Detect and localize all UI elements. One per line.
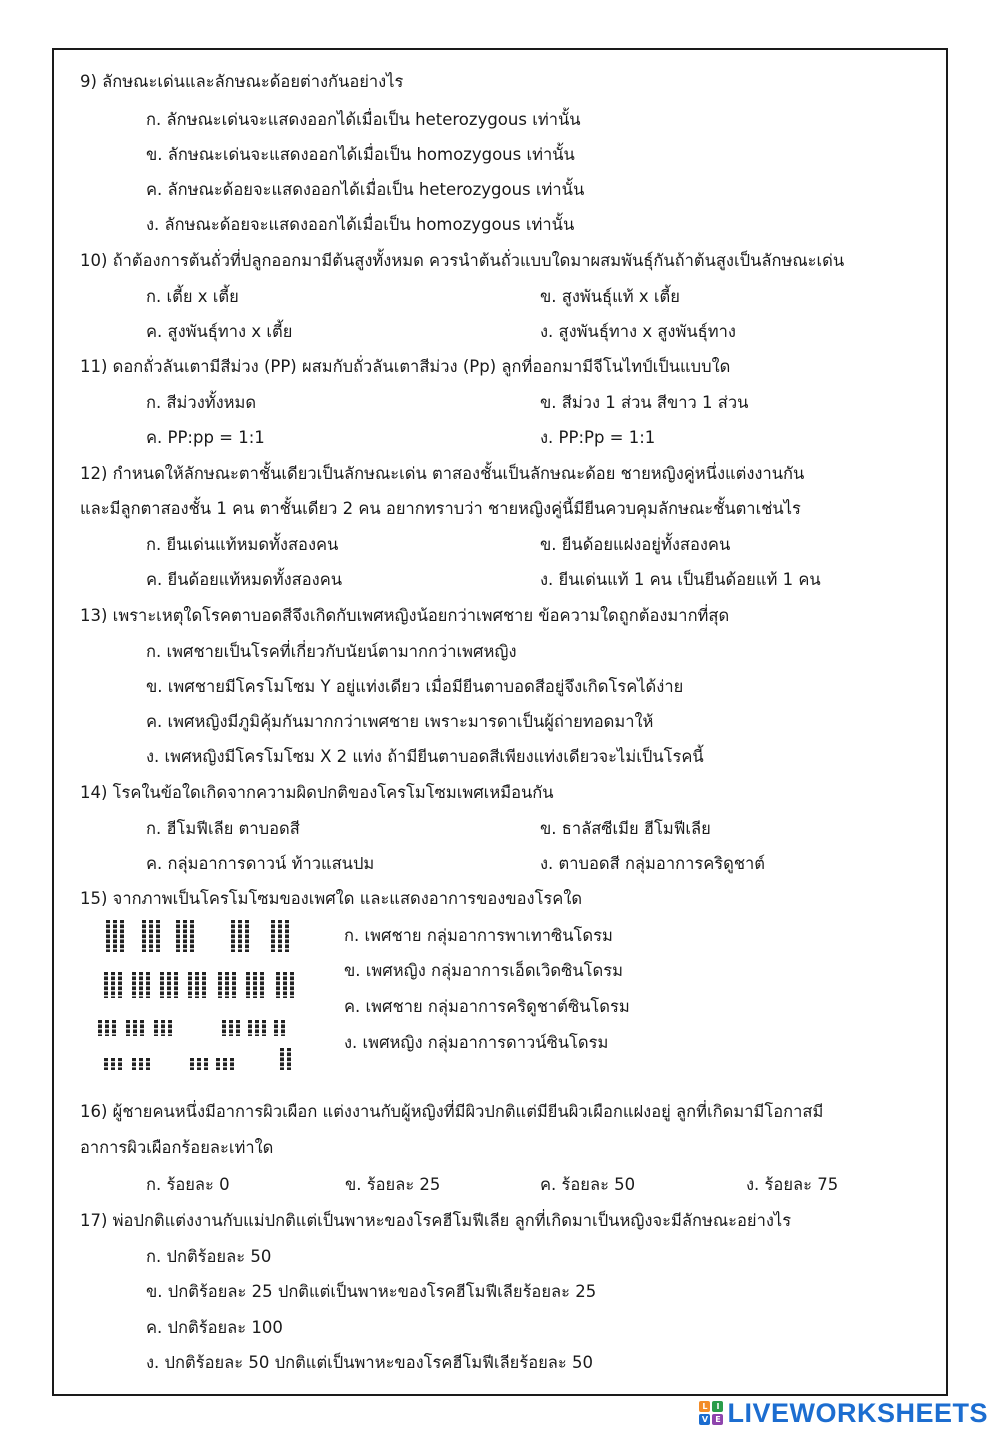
question-14: 14) โรคในข้อใดเกิดจากความผิดปกติของโครโมโซมเพศเหมือนกัน <box>80 783 554 802</box>
q12-option-d[interactable]: ง. ยีนเด่นแท้ 1 คน เป็นยีนด้อยแท้ 1 คน <box>540 570 821 589</box>
q16-option-b[interactable]: ข. ร้อยละ 25 <box>345 1175 441 1194</box>
q9-option-b[interactable]: ข. ลักษณะเด่นจะแสดงออกได้เมื่อเป็น homozygous เท่านั้น <box>146 145 575 164</box>
question-17: 17) พ่อปกติแต่งงานกับแม่ปกติแต่เป็นพาหะของโรคฮีโมฟีเลีย ลูกที่เกิดมาเป็นหญิงจะมีลักษณะอย่างไร <box>80 1211 792 1230</box>
liveworksheets-logo[interactable] <box>699 1396 988 1430</box>
q14-option-c[interactable]: ค. กลุ่มอาการดาวน์ ท้าวแสนปม <box>146 854 375 873</box>
q10-option-b[interactable]: ข. สูงพันธุ์แท้ x เตี้ย <box>540 287 680 306</box>
q13-option-d[interactable]: ง. เพศหญิงมีโครโมโซม X 2 แท่ง ถ้ามียีนตาบอดสีเพียงแท่งเดียวจะไม่เป็นโรคนี้ <box>146 747 704 766</box>
question-12-continued: และมีลูกตาสองชั้น 1 คน ตาชั้นเดียว 2 คน อยากทราบว่า ชายหญิงคู่นี้มียีนควบคุมลักษณะชั้นตาเช่นไร <box>80 499 801 518</box>
q17-option-b[interactable]: ข. ปกติร้อยละ 25 ปกติแต่เป็นพาหะของโรคฮีโมฟีเลียร้อยละ 25 <box>146 1282 597 1301</box>
q12-option-b[interactable]: ข. ยีนด้อยแฝงอยู่ทั้งสองคน <box>540 535 731 554</box>
logo-mark-icon <box>699 1401 723 1425</box>
q12-option-c[interactable]: ค. ยีนด้อยแท้หมดทั้งสองคน <box>146 570 343 589</box>
q16-option-d[interactable]: ง. ร้อยละ 75 <box>746 1175 839 1194</box>
q13-option-a[interactable]: ก. เพศชายเป็นโรคที่เกี่ยวกับนัยน์ตามากกว่าเพศหญิง <box>146 642 517 661</box>
q14-option-d[interactable]: ง. ตาบอดสี กลุ่มอาการคริดูชาต์ <box>540 854 766 873</box>
q13-option-c[interactable]: ค. เพศหญิงมีภูมิคุ้มกันมากกว่าเพศชาย เพราะมารดาเป็นผู้ถ่ายทอดมาให้ <box>146 712 654 731</box>
q10-option-a[interactable]: ก. เตี้ย x เตี้ย <box>146 287 239 306</box>
q11-option-b[interactable]: ข. สีม่วง 1 ส่วน สีขาว 1 ส่วน <box>540 393 749 412</box>
q11-option-d[interactable]: ง. PP:Pp = 1:1 <box>540 428 656 447</box>
question-11: 11) ดอกถั่วลันเตามีสีม่วง (PP) ผสมกับถั่วลันเตาสีม่วง (Pp) ลูกที่ออกมามีจีโนไทป์เป็นแบบใด <box>80 357 731 376</box>
q13-option-b[interactable]: ข. เพศชายมีโครโมโซม Y อยู่แท่งเดียว เมื่อมียีนตาบอดสีอยู่จึงเกิดโรคได้ง่าย <box>146 677 684 696</box>
q17-option-a[interactable]: ก. ปกติร้อยละ 50 <box>146 1247 272 1266</box>
karyotype-image <box>96 916 312 1086</box>
q14-option-b[interactable]: ข. ธาลัสซีเมีย ฮีโมฟีเลีย <box>540 819 711 838</box>
brand-name: LIVEWORKSHEETS <box>727 1397 988 1428</box>
question-12: 12) กำหนดให้ลักษณะตาชั้นเดียวเป็นลักษณะเด่น ตาสองชั้นเป็นลักษณะด้อย ชายหญิงคู่หนึ่งแต่งงานกัน <box>80 464 805 483</box>
q17-option-d[interactable]: ง. ปกติร้อยละ 50 ปกติแต่เป็นพาหะของโรคฮีโมฟีเลียร้อยละ 50 <box>146 1353 593 1372</box>
question-9: 9) ลักษณะเด่นและลักษณะด้อยต่างกันอย่างไร <box>80 72 404 91</box>
q9-option-a[interactable]: ก. ลักษณะเด่นจะแสดงออกได้เมื่อเป็น heterozygous เท่านั้น <box>146 110 581 129</box>
question-13: 13) เพราะเหตุใดโรคตาบอดสีจึงเกิดกับเพศหญิงน้อยกว่าเพศชาย ข้อความใดถูกต้องมากที่สุด <box>80 606 730 625</box>
logo-letter-v: V <box>699 1414 710 1425</box>
logo-letter-e: E <box>712 1414 723 1425</box>
q15-option-c[interactable]: ค. เพศชาย กลุ่มอาการคริดูชาต์ซินโดรม <box>344 997 630 1016</box>
question-15: 15) จากภาพเป็นโครโมโซมของเพศใด และแสดงอาการของของโรคใด <box>80 889 583 908</box>
q16-option-a[interactable]: ก. ร้อยละ 0 <box>146 1175 230 1194</box>
question-16-continued: อาการผิวเผือกร้อยละเท่าใด <box>80 1138 274 1157</box>
question-16: 16) ผู้ชายคนหนึ่งมีอาการผิวเผือก แต่งงานกับผู้หญิงที่มีผิวปกติแต่มียีนผิวเผือกแฝงอยู่ ลูกที่เกิดมามีโอกาสมี <box>80 1102 824 1121</box>
q12-option-a[interactable]: ก. ยีนเด่นแท้หมดทั้งสองคน <box>146 535 339 554</box>
q9-option-d[interactable]: ง. ลักษณะด้อยจะแสดงออกได้เมื่อเป็น homozygous เท่านั้น <box>146 215 575 234</box>
q14-option-a[interactable]: ก. ฮีโมฟีเลีย ตาบอดสี <box>146 819 300 838</box>
q16-option-c[interactable]: ค. ร้อยละ 50 <box>540 1175 636 1194</box>
q15-option-d[interactable]: ง. เพศหญิง กลุ่มอาการดาวน์ซินโดรม <box>344 1033 609 1052</box>
q17-option-c[interactable]: ค. ปกติร้อยละ 100 <box>146 1318 283 1337</box>
logo-letter-l: L <box>699 1401 710 1412</box>
q10-option-d[interactable]: ง. สูงพันธุ์ทาง x สูงพันธุ์ทาง <box>540 322 736 341</box>
q15-option-b[interactable]: ข. เพศหญิง กลุ่มอาการเอ็ดเวิดซินโดรม <box>344 961 623 980</box>
q15-option-a[interactable]: ก. เพศชาย กลุ่มอาการพาเทาซินโดรม <box>344 926 613 945</box>
q11-option-a[interactable]: ก. สีม่วงทั้งหมด <box>146 393 257 412</box>
q10-option-c[interactable]: ค. สูงพันธุ์ทาง x เตี้ย <box>146 322 293 341</box>
question-10: 10) ถ้าต้องการต้นถั่วที่ปลูกออกมามีต้นสูงทั้งหมด ควรนำต้นถั่วแบบใดมาผสมพันธุ์กันถ้าต้นสูงเป็นลักษณะเด่น <box>80 251 845 270</box>
q9-option-c[interactable]: ค. ลักษณะด้อยจะแสดงออกได้เมื่อเป็น heterozygous เท่านั้น <box>146 180 585 199</box>
logo-letter-i: I <box>712 1401 723 1412</box>
q11-option-c[interactable]: ค. PP:pp = 1:1 <box>146 428 265 447</box>
